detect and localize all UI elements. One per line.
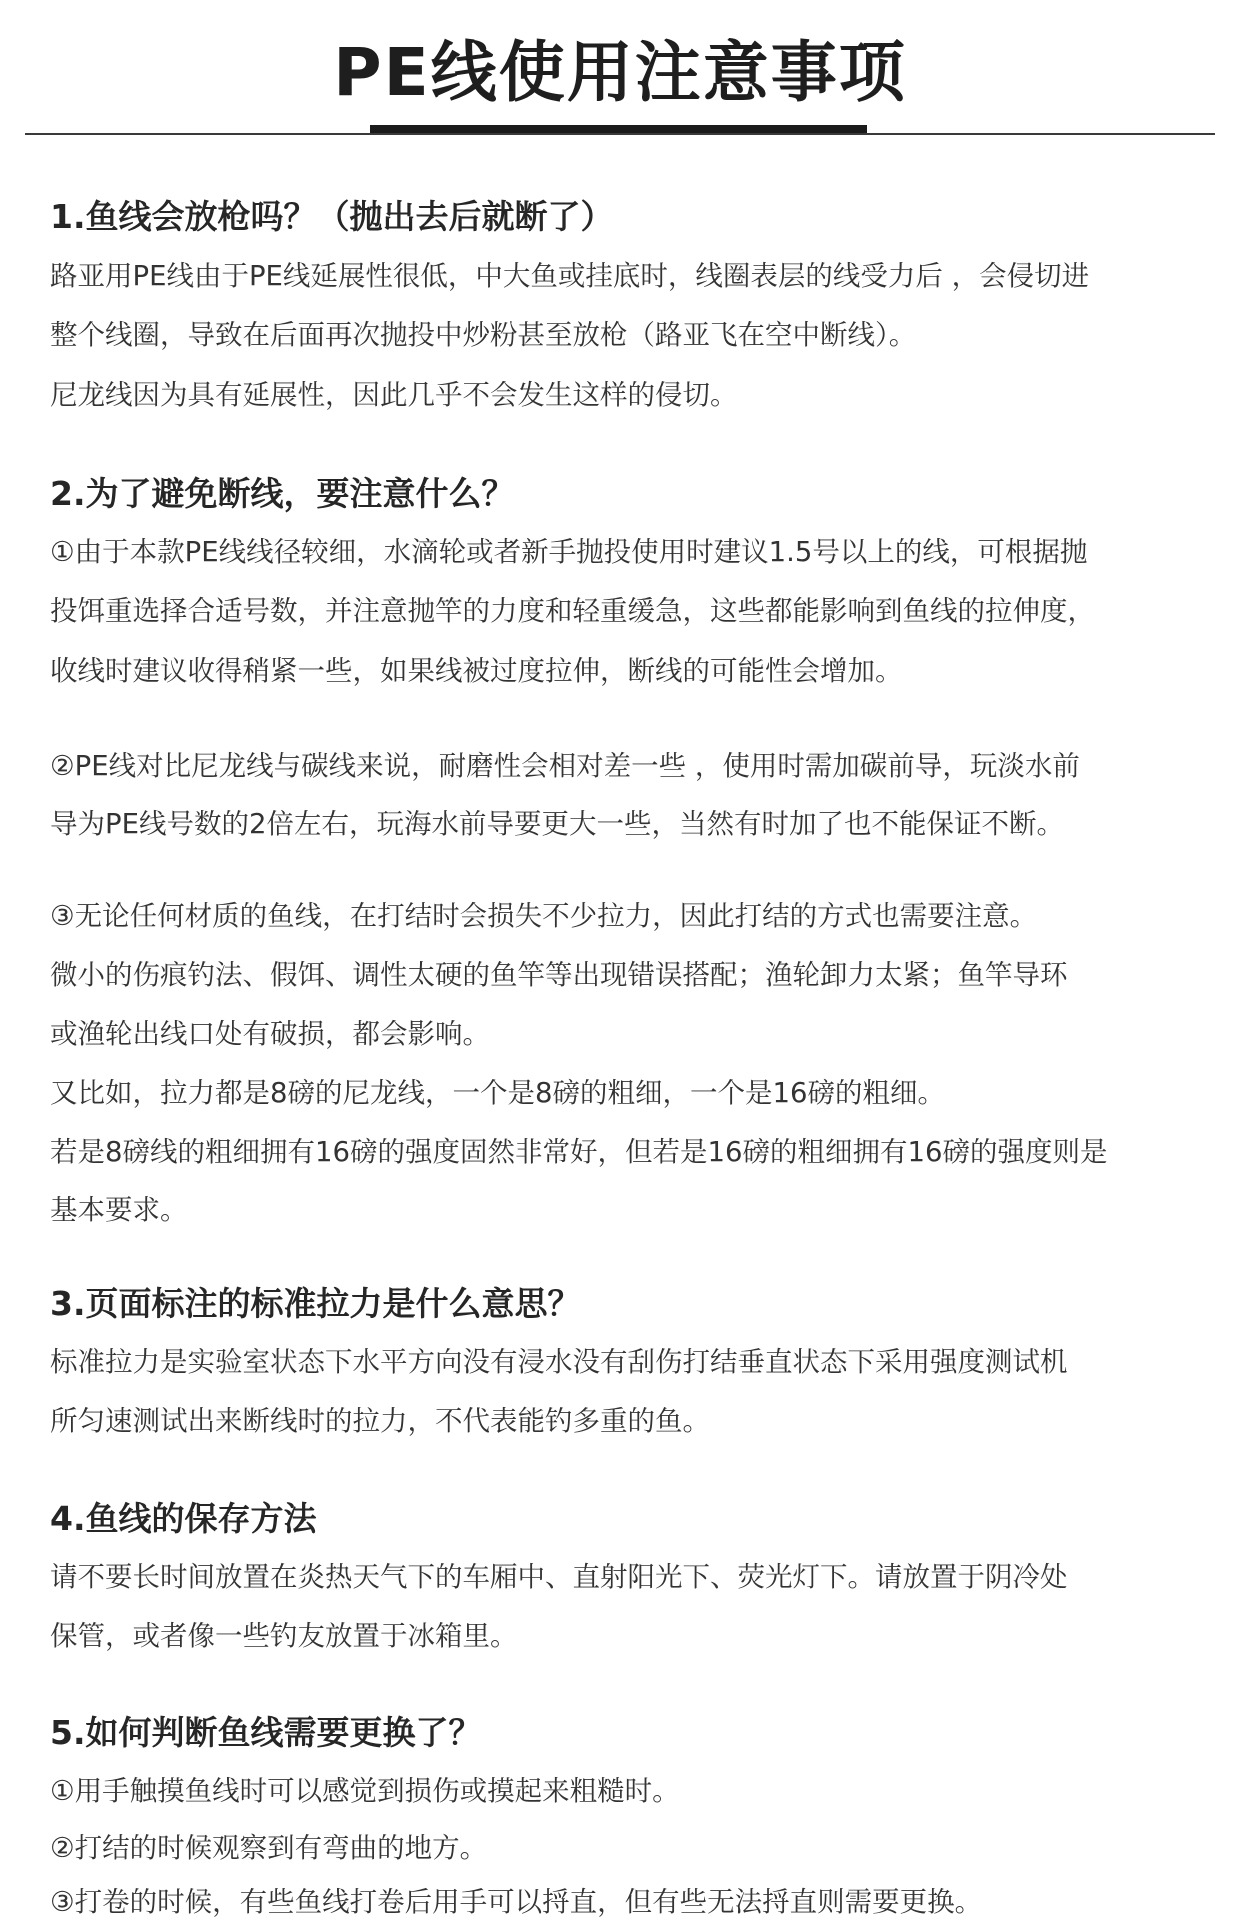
page-title: PE线使用注意事项 <box>333 34 907 111</box>
paragraph-line: 路亚用PE线由于PE线延展性很低，中大鱼或挂底时，线圈表层的线受力后 ，会侵切进 <box>50 260 1090 292</box>
paragraph-line: 整个线圈，导致在后面再次抛投中炒粉甚至放枪（路亚飞在空中断线）。 <box>50 319 917 351</box>
paragraph-line: 或渔轮出线口处有破损，都会影响。 <box>50 1018 490 1050</box>
section-heading: 5.如何判断鱼线需要更换了？ <box>50 1713 482 1752</box>
paragraph-line: 又比如，拉力都是8磅的尼龙线，一个是8磅的粗细，一个是16磅的粗细。 <box>50 1077 945 1109</box>
paragraph-line: ①由于本款PE线线径较细，水滴轮或者新手抛投使用时建议1.5号以上的线，可根据抛 <box>50 536 1088 568</box>
title-divider <box>25 133 1215 135</box>
section-heading: 2.为了避免断线，要注意什么？ <box>50 474 515 513</box>
paragraph-line: ②PE线对比尼龙线与碳线来说，耐磨性会相对差一些 ，使用时需加碳前导，玩淡水前 <box>50 750 1080 782</box>
paragraph-line: ①用手触摸鱼线时可以感觉到损伤或摸起来粗糙时。 <box>50 1775 680 1807</box>
paragraph-line: 尼龙线因为具有延展性，因此几乎不会发生这样的侵切。 <box>50 379 738 411</box>
paragraph-line: 标准拉力是实验室状态下水平方向没有浸水没有刮伤打结垂直状态下采用强度测试机 <box>50 1346 1068 1378</box>
paragraph-line: 若是8磅线的粗细拥有16磅的强度固然非常好，但若是16磅的粗细拥有16磅的强度则是 <box>50 1136 1108 1168</box>
paragraph-line: 收线时建议收得稍紧一些，如果线被过度拉伸，断线的可能性会增加。 <box>50 655 903 687</box>
section-heading: 3.页面标注的标准拉力是什么意思？ <box>50 1284 581 1323</box>
paragraph-line: 微小的伤痕钓法、假饵、调性太硬的鱼竿等出现错误搭配；渔轮卸力太紧；鱼竿导环 <box>50 959 1068 991</box>
title-underline-bar <box>370 125 867 133</box>
paragraph-line: 请不要长时间放置在炎热天气下的车厢中、直射阳光下、荧光灯下。请放置于阴冷处 <box>50 1561 1068 1593</box>
paragraph-line: 投饵重选择合适号数，并注意抛竿的力度和轻重缓急，这些都能影响到鱼线的拉伸度， <box>50 595 1095 627</box>
paragraph-line: 导为PE线号数的2倍左右，玩海水前导要更大一些，当然有时加了也不能保证不断。 <box>50 808 1064 840</box>
paragraph-line: ③无论任何材质的鱼线，在打结时会损失不少拉力，因此打结的方式也需要注意。 <box>50 900 1038 932</box>
paragraph-line: ③打卷的时候，有些鱼线打卷后用手可以捋直，但有些无法捋直则需要更换。 <box>50 1886 983 1918</box>
paragraph-line: ②打结的时候观察到有弯曲的地方。 <box>50 1832 488 1864</box>
paragraph-line: 保管，或者像一些钓友放置于冰箱里。 <box>50 1620 518 1652</box>
paragraph-line: 基本要求。 <box>50 1194 188 1226</box>
section-heading: 1.鱼线会放枪吗？（抛出去后就断了） <box>50 197 614 236</box>
section-heading: 4.鱼线的保存方法 <box>50 1499 317 1538</box>
paragraph-line: 所匀速测试出来断线时的拉力，不代表能钓多重的鱼。 <box>50 1405 710 1437</box>
